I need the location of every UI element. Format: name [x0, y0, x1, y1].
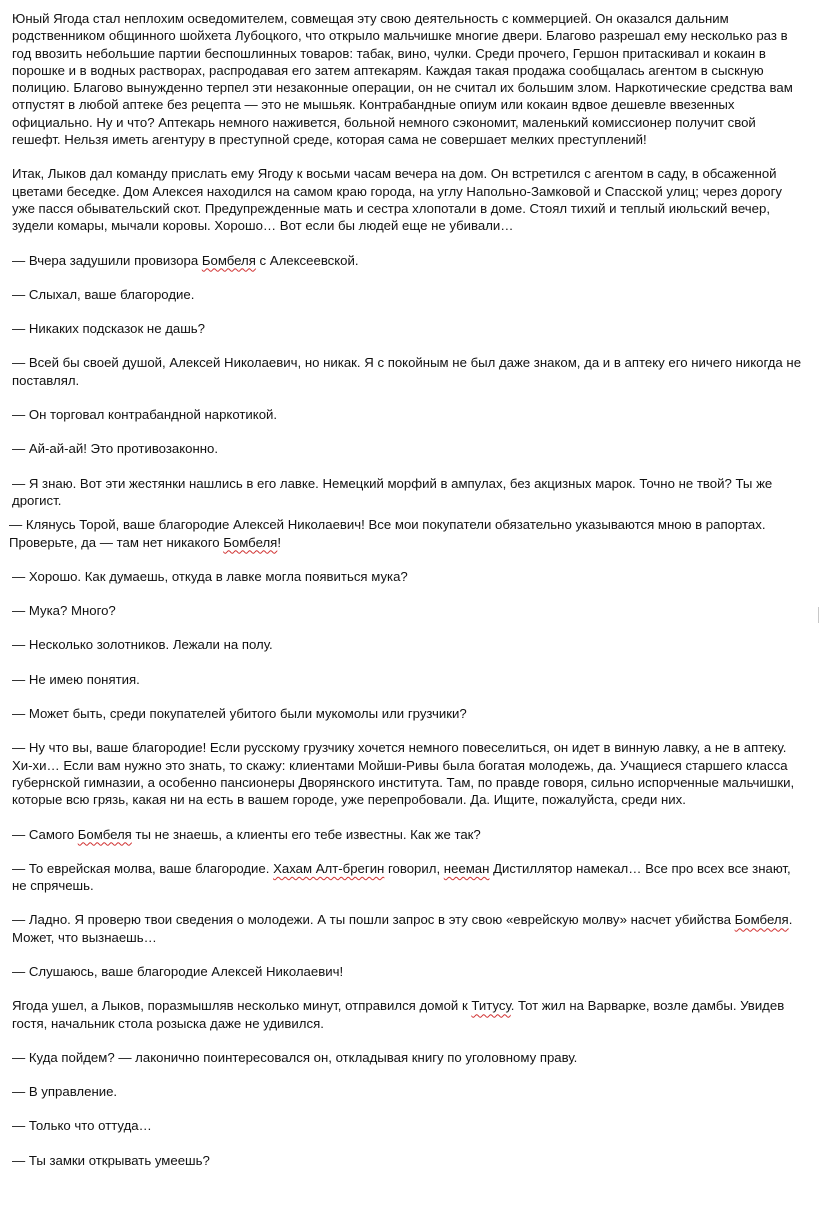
text-segment: Дистиллятор намекал… Все про всех все знают, не спрячешь.	[12, 860, 791, 894]
text-segment: — То еврейская молва, ваше благородие.	[12, 860, 274, 876]
dialogue-line: — Слыхал, ваше благородие.	[12, 286, 195, 302]
text-segment: — Самого	[12, 826, 78, 842]
misspelled-word[interactable]: Бомбеля	[734, 912, 789, 928]
dialogue-line: — Ну что вы, ваше благородие! Если русскому грузчику хочется немного повеселиться, он идет в винную лавку, а не в аптеку. Хи-хи… Если вам нужно это знать, то скажу: клиентами Мойши-Ривы была богатая молодежь, да. Учащиеся старшего класса губернской гимназии, а особенно пансионеры Дворянского института. Там, по правде говоря, сильно испорченные мальчишки, которые всю грязь, какая ни на есть в вашем городе, уже перепробовали. Да. Ищите, пожалуйста, среди них.	[12, 740, 795, 808]
dialogue-line: — Мука? Много?	[12, 603, 116, 619]
dialogue-line	[12, 860, 802, 895]
dialogue-line: — Хорошо. Как думаешь, откуда в лавке могла появиться мука?	[12, 568, 408, 584]
misspelled-word[interactable]: Титусу	[471, 998, 511, 1014]
dialogue-line	[12, 826, 802, 843]
document-body	[9, 10, 802, 1186]
dialogue-line: — Я знаю. Вот эти жестянки нашлись в его лавке. Немецкий морфий в ампулах, без акцизных марок. Точно не твой? Ты же дрогист.	[12, 475, 773, 508]
dialogue-line: — Ай-ай-ай! Это противозаконно.	[12, 441, 219, 457]
dialogue-line: — Может быть, среди покупателей убитого были мукомолы или грузчики?	[12, 706, 467, 722]
text-segment: . Может, что вызнаешь…	[12, 912, 793, 945]
paragraph: Итак, Лыков дал команду прислать ему Ягоду к восьми часам вечера на дом. Он встретился с агентом в саду, в обсаженной цветами беседке. Дом Алексея находился на самом краю города, на углу Напольно-Замковой и Спасской улиц; через дорогу уже пасся обывательский скот. Предупрежденные мать и сестра хлопотали в доме. Стоял тихий и теплый июльский вечер, зудели комары, мычали коровы. Хорошо… Вот если бы людей еще не убивали…	[12, 166, 783, 234]
misspelled-word[interactable]: Бомбеля	[77, 826, 132, 842]
text-segment: . Тот жил на Варварке, возле дамбы. Увидев гостя, начальник стола розыска даже не удивился.	[12, 998, 785, 1031]
dialogue-line	[9, 516, 802, 551]
misspelled-word[interactable]: Бомбеля	[223, 534, 278, 550]
dialogue-line: — Он торговал контрабандной наркотикой.	[12, 407, 278, 423]
dialogue-line: — Не имею понятия.	[12, 671, 140, 687]
text-segment: !	[277, 534, 281, 550]
text-segment: с Алексеевской.	[255, 252, 359, 268]
dialogue-line: — Слушаюсь, ваше благородие Алексей Николаевич!	[12, 963, 344, 979]
dialogue-line: — Несколько золотников. Лежали на полу.	[12, 637, 273, 653]
dialogue-line: — Всей бы своей душой, Алексей Николаевич, но никак. Я с покойным не был даже знаком, да и в аптеку его ничего никогда не поставлял.	[12, 355, 802, 388]
text-segment: ты не знаешь, а клиенты его тебе известны. Как же так?	[131, 826, 481, 842]
dialogue-line: — Никаких подсказок не дашь?	[12, 321, 206, 337]
text-segment: Ягода ушел, а Лыков, поразмышляв несколько минут, отправился домой к	[12, 998, 472, 1014]
text-segment: — Клянусь Торой, ваше благородие Алексей Николаевич! Все мои покупатели обязательно указываются мною в рапортах. Проверьте, да — там нет никакого	[9, 517, 766, 550]
text-segment: — Ладно. Я проверю твои сведения о молодежи. А ты пошли запрос в эту свою «еврейскую молву» насчет убийства	[12, 912, 735, 928]
misspelled-word[interactable]: Хахам Алт-брегин	[273, 860, 385, 876]
misspelled-word[interactable]: неeман	[443, 860, 490, 876]
text-segment: говорил,	[384, 860, 444, 876]
paragraph: Юный Ягода стал неплохим осведомителем, совмещая эту свою деятельность с коммерцией. Он оказался дальним родственником общинного шойхета Лубоцкого, что открыло мальчишке многие двери. Благово разрешал ему несколько раз в год ввозить небольшие партии беспошлинных товаров: табак, вино, чулки. Среди прочего, Гершон притаскивал и кокаин в порошке и в водных растворах, распродавая его затем аптекарям. Каждая такая продажа сообщалась агентом в сыскную полицию. Благово вынужденно терпел эти незаконные операции, он не считал их большим злом. Наркотические средства вам отпустят в любой аптеке без рецепта — это не мышьяк. Контрабандные опиум или кокаин вдвое дешевле ввезенных официально. Ну и что? Аптекарь немного наживется, больной немного сэкономит, маленький комиссионер получит свой гешефт. Нельзя иметь агентуру в преступной среде, которая сама не совершает мелких преступлений!	[12, 11, 793, 148]
misspelled-word[interactable]: Бомбеля	[201, 252, 256, 268]
dialogue-line: — Куда пойдем? — лаконично поинтересовался он, откладывая книгу по уголовному праву.	[12, 1049, 578, 1065]
dialogue-line: — Ты замки открывать умеешь?	[12, 1152, 210, 1168]
dialogue-line: — Только что оттуда…	[12, 1118, 152, 1134]
dialogue-line	[12, 911, 802, 946]
text-segment: — Вчера задушили провизора	[12, 252, 202, 268]
dialogue-line: — В управление.	[12, 1084, 118, 1100]
paragraph	[12, 997, 802, 1032]
dialogue-line	[12, 252, 802, 269]
